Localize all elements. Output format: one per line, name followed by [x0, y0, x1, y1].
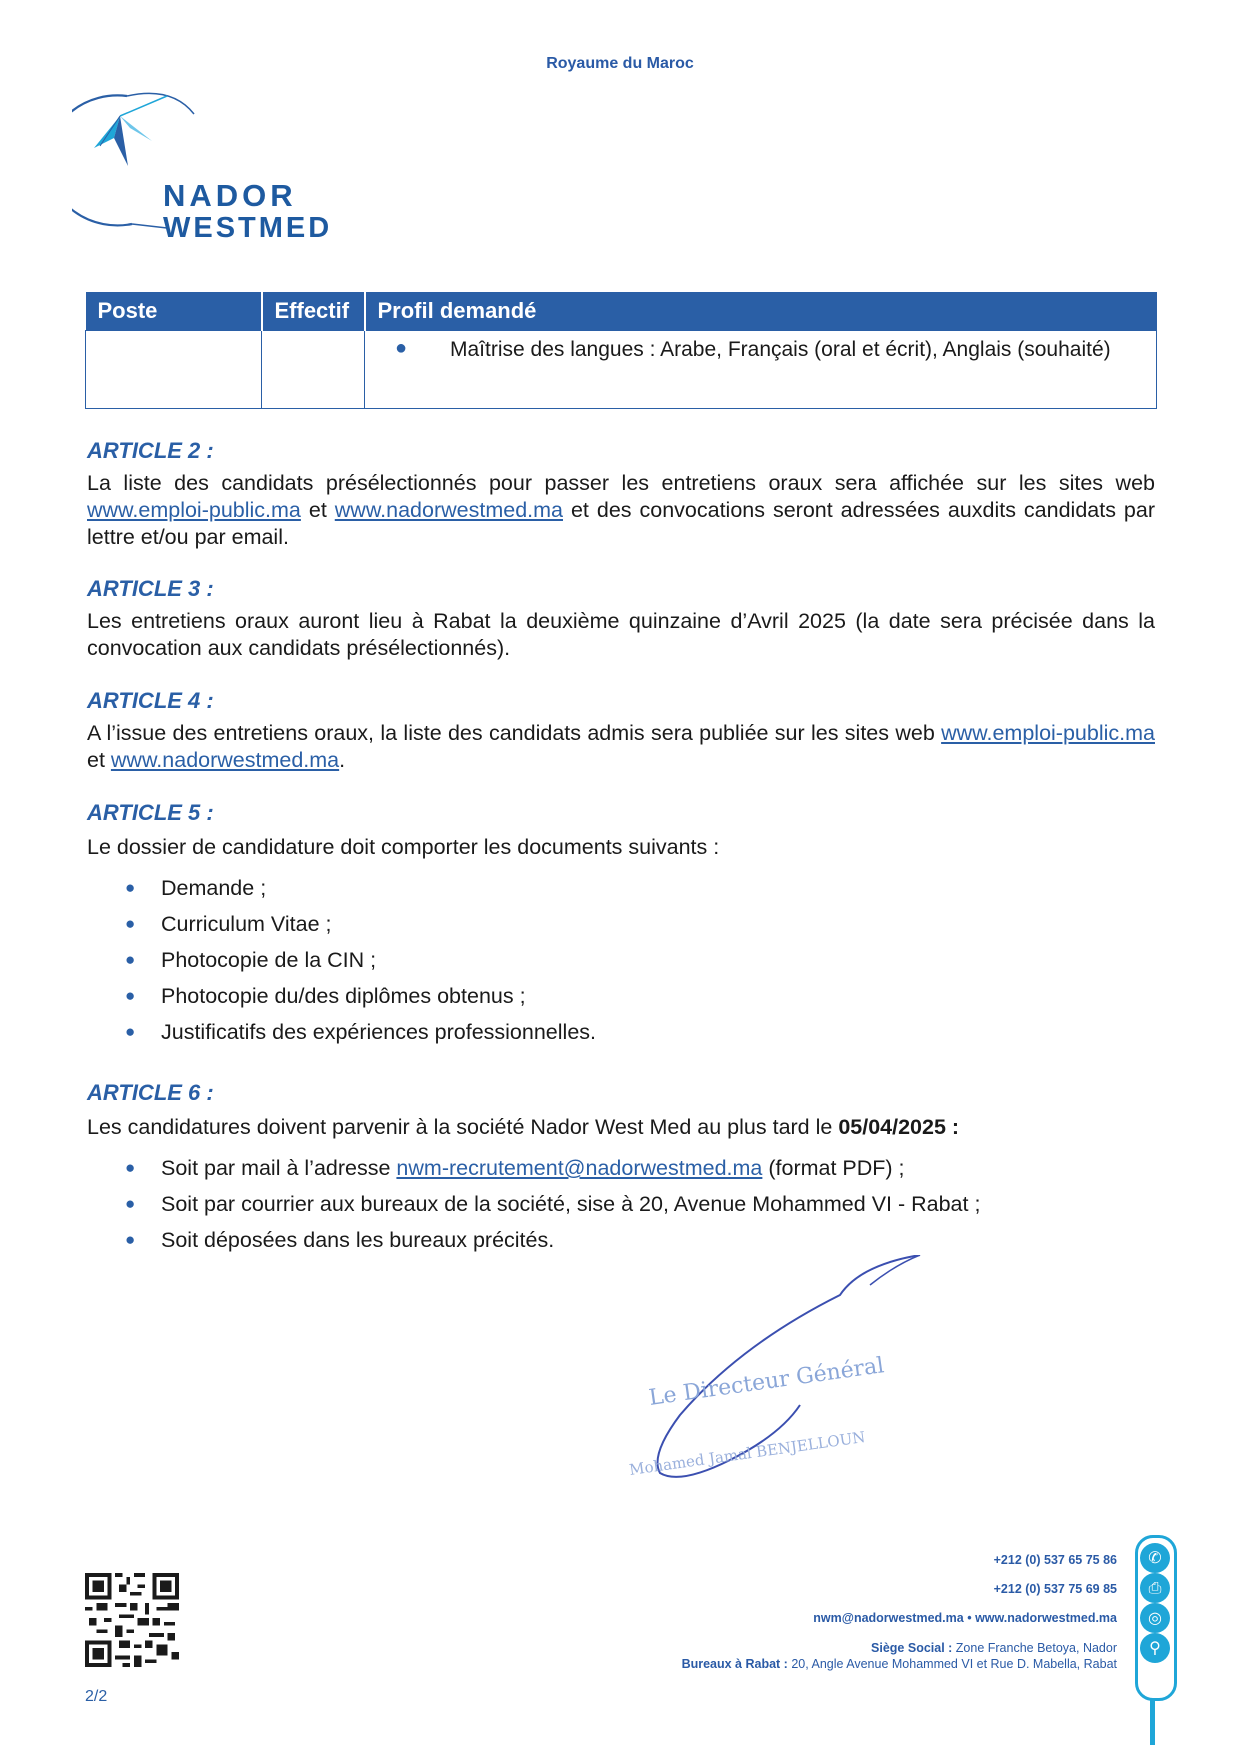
article-2-text [87, 470, 1155, 551]
bullet-icon: ● [125, 950, 136, 969]
footer-website[interactable]: www.nadorwestmed.ma [975, 1611, 1117, 1625]
positions-table [85, 292, 1157, 409]
footer-separator: • [967, 1611, 972, 1625]
bullet-icon: ● [125, 1022, 136, 1041]
rabat-office-label: Bureaux à Rabat : [681, 1657, 788, 1671]
list-item [125, 870, 596, 906]
article-6-title: ARTICLE 6 : [87, 1080, 214, 1105]
kingdom-header: Royaume du Maroc [546, 55, 694, 72]
contact-bar-stem [1150, 1700, 1155, 1745]
bullet-icon: ● [125, 878, 136, 897]
qr-code [85, 1573, 179, 1667]
recruitment-email-link[interactable]: nwm-recrutement@nadorwestmed.ma [396, 1156, 763, 1180]
list-item-text: Soit déposées dans les bureaux précités. [161, 1228, 555, 1252]
list-item [125, 1222, 980, 1258]
head-office-address [517, 1641, 1117, 1655]
footer-email[interactable]: nwm@nadorwestmed.ma [813, 1611, 964, 1625]
logo-text-westmed: WESTMED [163, 212, 333, 244]
list-item-text: Justificatifs des expériences professionnelles. [161, 1020, 596, 1044]
table-row [86, 331, 1157, 409]
logo-text-nador: NADOR [163, 178, 297, 213]
list-item [125, 1150, 980, 1186]
article-5-title: ARTICLE 5 : [87, 800, 214, 825]
article-2-text-part: et des convocations seront adressées auxdits candidats par lettre et/ou par email. [87, 498, 1155, 549]
list-item [125, 1014, 596, 1050]
bullet-icon: ● [125, 986, 136, 1005]
fax-number: +212 (0) 537 75 69 85 [993, 1582, 1117, 1596]
email-website-line [517, 1611, 1117, 1625]
list-item-text: Photocopie de la CIN ; [161, 948, 377, 972]
bullet-icon: ● [125, 1230, 136, 1249]
article-3-text: Les entretiens oraux auront lieu à Rabat la deuxième quinzaine d’Avril 2025 (la date sera précisée dans la convocation aux candidats présélectionnés). [87, 609, 1155, 660]
list-item-text: Soit par mail à l’adresse [161, 1156, 397, 1180]
submission-list [125, 1150, 980, 1258]
globe-icon: ◎ [1140, 1603, 1170, 1633]
column-header-profil: Profil demandé [365, 292, 1157, 331]
location-pin-icon: ⚲ [1140, 1633, 1170, 1663]
signature-title: Le Directeur Général [647, 1353, 886, 1411]
list-item [125, 906, 596, 942]
cell-effectif [262, 331, 365, 409]
list-item-text: Soit par courrier aux bureaux de la société, sise à 20, Avenue Mohammed VI - Rabat ; [161, 1192, 981, 1216]
list-item-text: Curriculum Vitae ; [161, 912, 332, 936]
list-item-text: Demande ; [161, 876, 267, 900]
link-emploi-public[interactable]: www.emploi-public.ma [941, 721, 1155, 745]
list-item [125, 1186, 980, 1222]
deadline-date: 05/04/2025 : [838, 1115, 960, 1139]
article-6-intro [87, 1114, 1155, 1141]
list-item-text: Photocopie du/des diplômes obtenus ; [161, 984, 526, 1008]
profil-text: Maîtrise des langues : Arabe, Français (oral et écrit), Anglais (souhaité) [450, 338, 1111, 361]
list-item [125, 978, 596, 1014]
head-office-value: Zone Franche Betoya, Nador [955, 1641, 1117, 1655]
cell-poste [86, 331, 262, 409]
rabat-office-address [517, 1657, 1117, 1671]
link-nadorwestmed[interactable]: www.nadorwestmed.ma [110, 748, 340, 772]
bullet-icon: ● [125, 1158, 136, 1177]
head-office-label: Siège Social : [871, 1641, 953, 1655]
rabat-office-value: 20, Angle Avenue Mohammed VI et Rue D. Mabella, Rabat [791, 1657, 1117, 1671]
phone-icon: ✆ [1140, 1543, 1170, 1573]
article-4-title: ARTICLE 4 : [87, 688, 214, 713]
article-4-text-part: et [87, 748, 111, 772]
article-2-text-part: et [300, 498, 335, 522]
documents-list [125, 870, 596, 1050]
column-header-poste: Poste [86, 292, 262, 331]
article-4-text [87, 720, 1155, 774]
list-item [125, 942, 596, 978]
fax-icon: ⎙ [1140, 1573, 1170, 1603]
bullet-icon: ● [395, 337, 408, 359]
page-number: 2/2 [85, 1688, 108, 1705]
director-signature [620, 1255, 950, 1495]
article-2-title: ARTICLE 2 : [87, 438, 214, 463]
signature-name: Mohamed Jamal BENJELLOUN [628, 1427, 867, 1479]
bullet-icon: ● [125, 1194, 136, 1213]
link-emploi-public[interactable]: www.emploi-public.ma [87, 498, 301, 522]
cell-profil [365, 331, 1157, 409]
list-item-text: (format PDF) ; [762, 1156, 905, 1180]
article-4-text-part: A l’issue des entretiens oraux, la liste des candidats admis sera publiée sur les sites web [87, 721, 942, 745]
column-header-effectif: Effectif [262, 292, 365, 331]
article-3-title: ARTICLE 3 : [87, 576, 214, 601]
article-5-intro: Le dossier de candidature doit comporter les documents suivants : [87, 835, 720, 859]
article-6-intro-text: Les candidatures doivent parvenir à la société Nador West Med au plus tard le [87, 1115, 839, 1139]
bullet-icon: ● [125, 914, 136, 933]
article-4-text-part: . [339, 748, 346, 772]
link-nadorwestmed[interactable]: www.nadorwestmed.ma [334, 498, 563, 522]
phone-number: +212 (0) 537 65 75 86 [993, 1553, 1117, 1567]
article-2-text-part: La liste des candidats présélectionnés pour passer les entretiens oraux sera affichée sur les sites web [87, 471, 1155, 495]
